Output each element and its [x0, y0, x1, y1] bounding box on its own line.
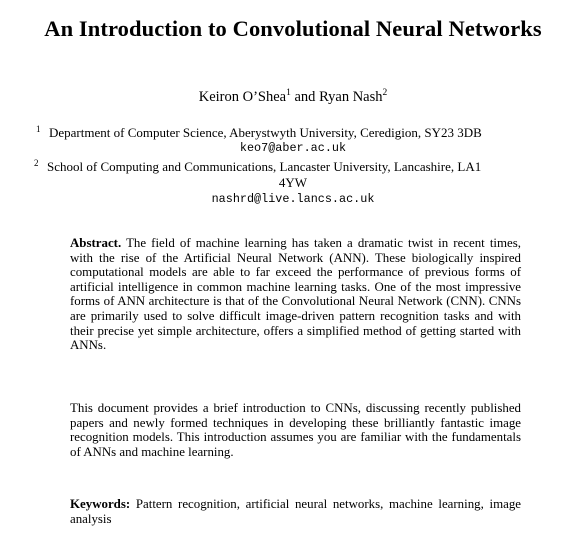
author-name: Ryan Nash: [319, 89, 383, 105]
abstract-paragraph-2: This document provides a brief introduction to CNNs, discussing recently published papers and newly formed techniques in developing these brilliantly fantastic image recognition models. This introduction assumes you are familiar with the fundamentals of ANNs and machine learning.: [70, 401, 521, 459]
author-name: Keiron O’Shea: [198, 89, 287, 105]
affiliation-number: 1: [36, 124, 41, 134]
author-line: [0, 89, 586, 106]
abstract-label: Abstract.: [70, 236, 122, 250]
abstract-text: The field of machine learning has taken a dramatic twist in recent times, with the rise of the Artificial Neural Network (ANN). These biologically inspired computational models are able to far exceed the performance of previous forms of artificial intelligence in common machine learning tasks. One of the most impressive forms of ANN architecture is that of the Convolutional Neural Network (CNN). CNNs are primarily used to solve difficult image-driven pattern recognition tasks and with their precise yet simple architecture, offers a simplified method of getting started with ANNs.: [70, 236, 521, 353]
keywords-text: Pattern recognition, artificial neural networks, machine learning, image analysis: [70, 497, 521, 526]
keywords-label: Keywords:: [70, 497, 131, 511]
affiliation-text: Department of Computer Science, Aberystwyth University, Ceredigion, SY23 3DB: [49, 125, 482, 140]
author-email: nashrd@live.lancs.ac.uk: [211, 192, 375, 206]
affiliation-text: School of Computing and Communications, Lancaster University, Lancashire, LA1: [47, 159, 482, 174]
affiliation-2-line2: 4YW: [278, 175, 308, 190]
author-affil-mark: 1: [286, 88, 291, 98]
author-email: keo7@aber.ac.uk: [239, 141, 347, 155]
author-conjunction: and: [294, 89, 316, 105]
affiliation-number: 2: [34, 158, 39, 168]
author-affil-mark: 2: [382, 88, 388, 98]
keywords-paragraph: [70, 497, 521, 526]
paper-title: An Introduction to Convolutional Neural Networks: [44, 16, 542, 41]
abstract-paragraph: [70, 236, 521, 353]
